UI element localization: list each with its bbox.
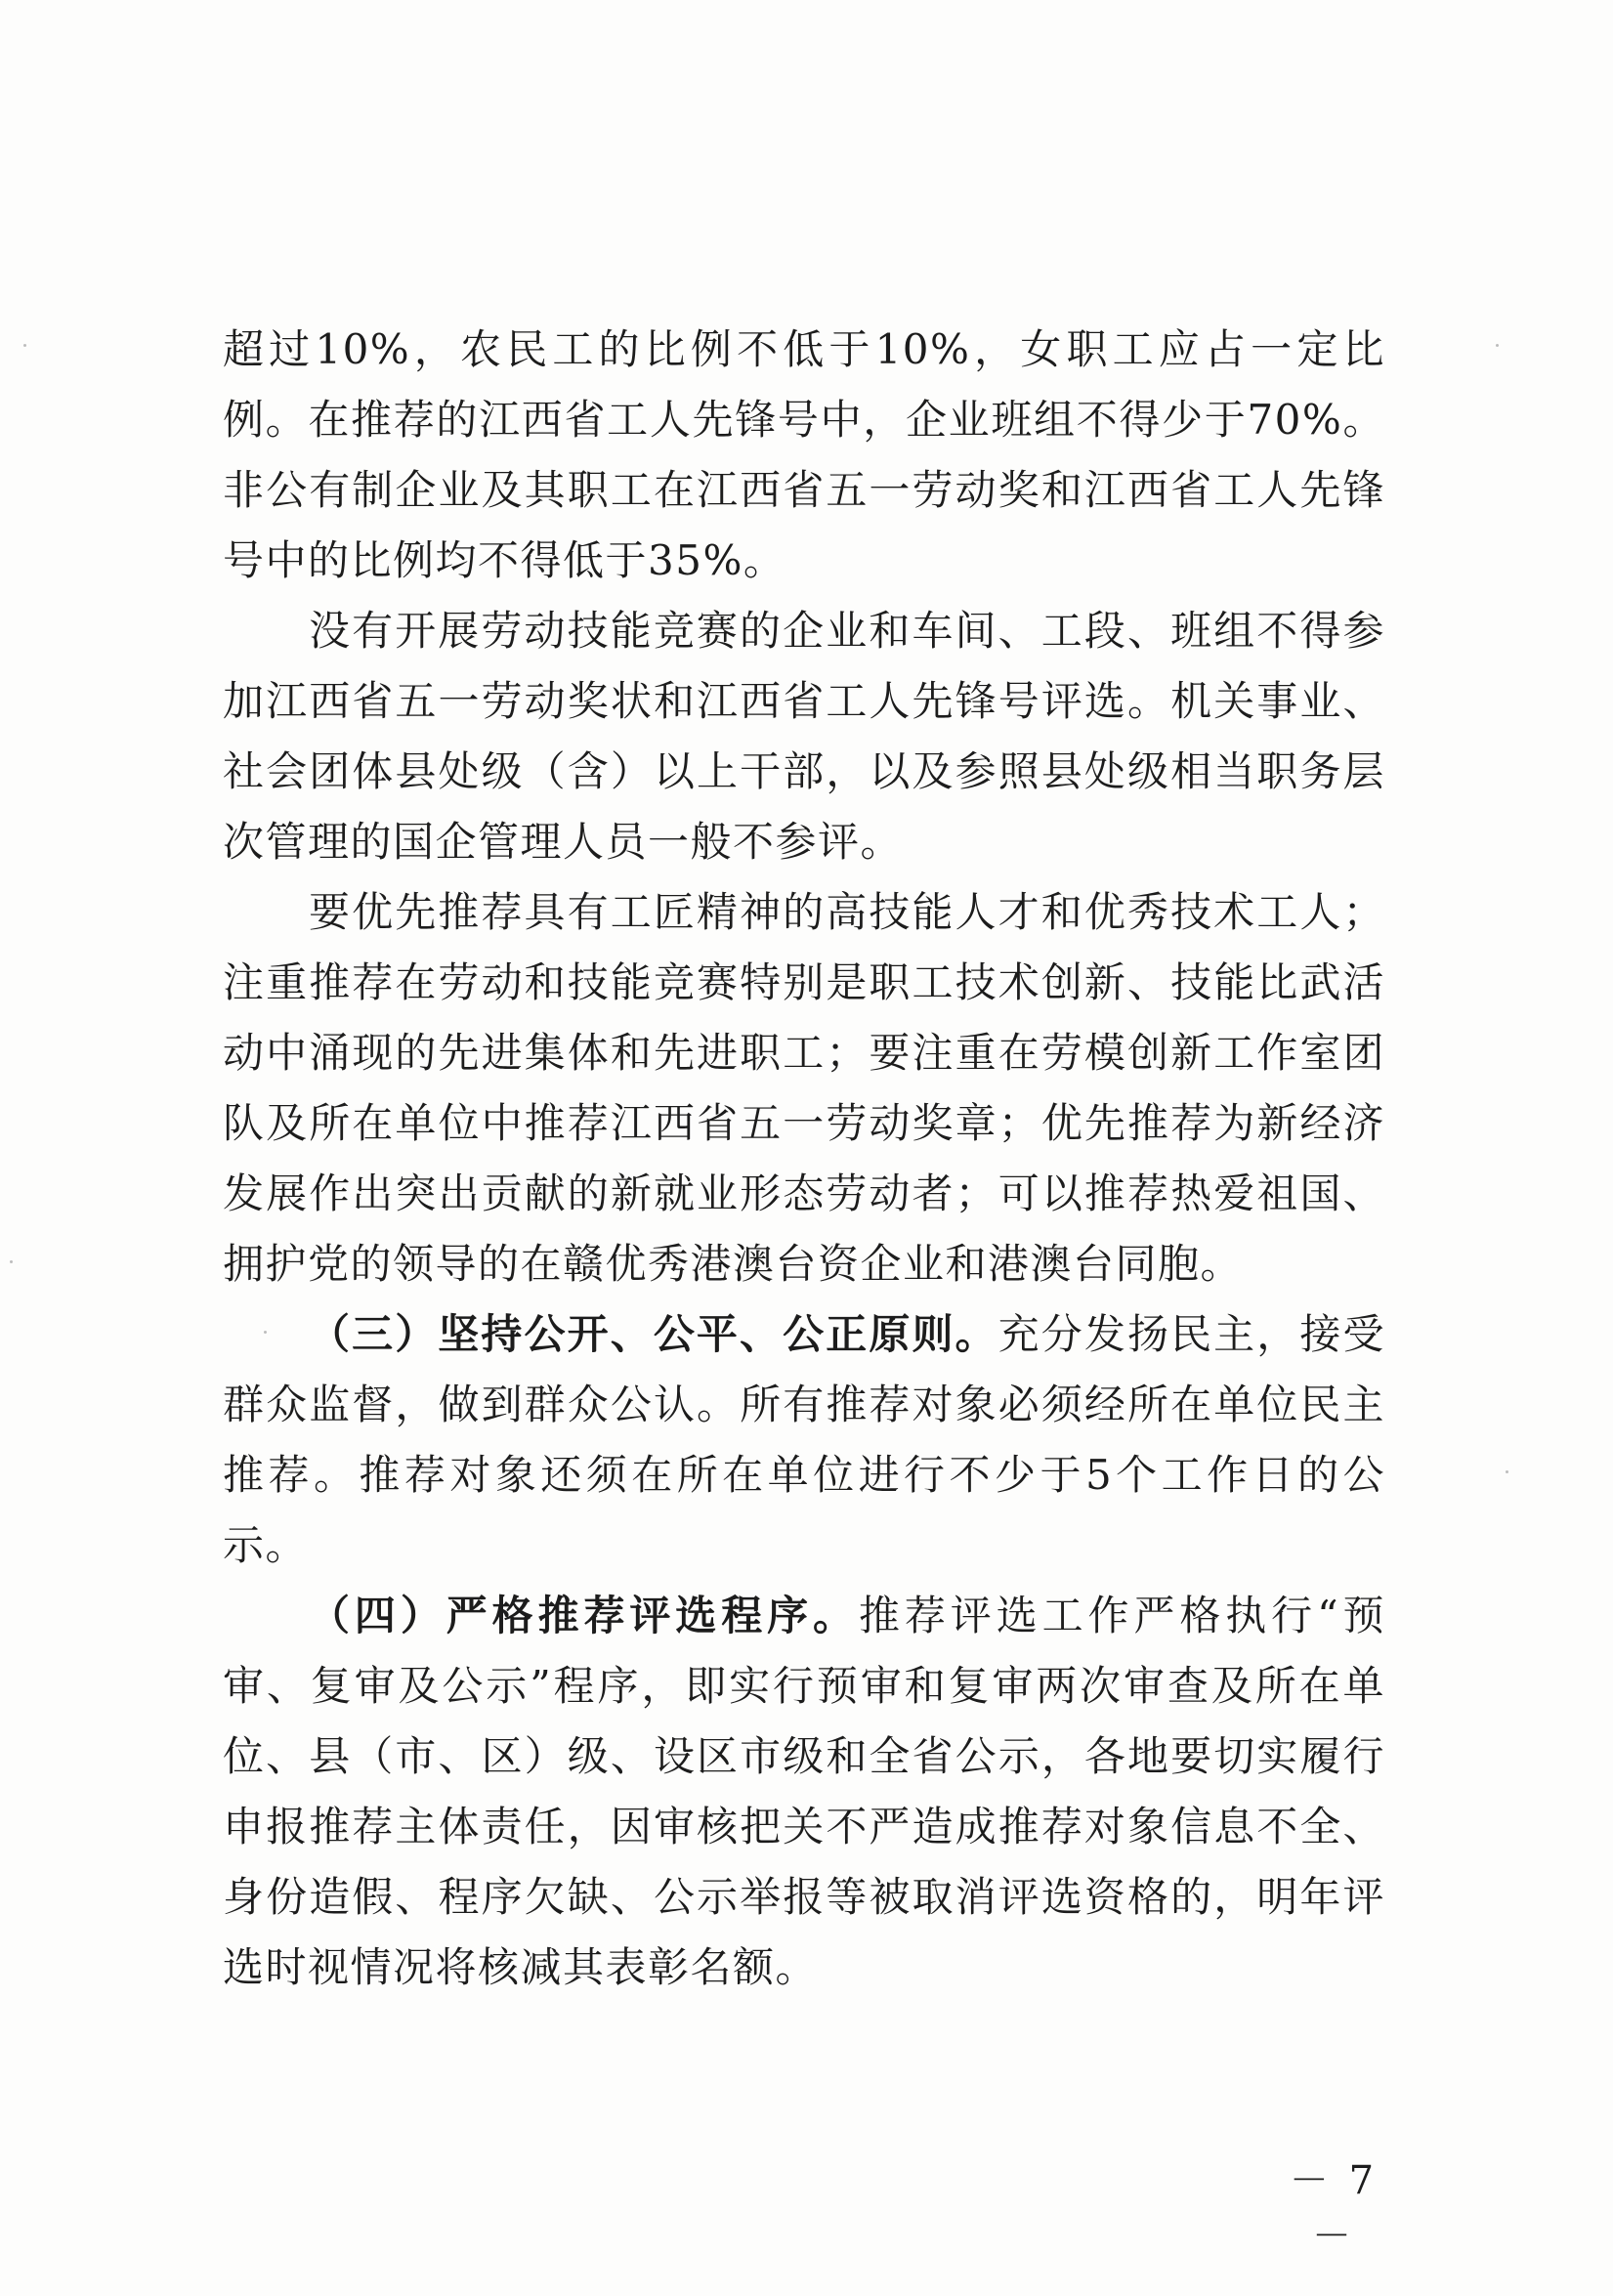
paragraph-5-text: 推荐评选工作严格执行“预审、复审及公示”程序，即实行预审和复审两次审查及所在单位、县（市、区）级、设区市级和全省公示，各地要切实履行申报推荐主体责任，因审核把关不严造成推荐对象信息不全、身份造假、程序欠缺、公示举报等被取消评选资格的，明年评选时视情况将核减其表彰名额。: [223, 1592, 1385, 1991]
paragraph-3: [223, 877, 1385, 1299]
paragraph-2: [223, 596, 1385, 877]
paragraph-2-text: 没有开展劳动技能竞赛的企业和车间、工段、班组不得参加江西省五一劳动奖状和江西省工人先锋号评选。机关事业、社会团体县处级（含）以上干部，以及参照县处级相当职务层次管理的国企管理人员一般不参评。: [223, 607, 1385, 866]
scan-speck: [1506, 1470, 1508, 1473]
section-heading-4: （四）严格推荐评选程序。: [309, 1592, 859, 1639]
paragraph-1-text: 超过10%，农民工的比例不低于10%，女职工应占一定比例。在推荐的江西省工人先锋号中，企业班组不得少于70%。非公有制企业及其职工在江西省五一劳动奖和江西省工人先锋号中的比例均不得低于35%。: [223, 325, 1385, 584]
paragraph-4-text: 充分发扬民主，接受群众监督，做到群众公认。所有推荐对象必须经所在单位民主推荐。推荐对象还须在所在单位进行不少于5个工作日的公示。: [223, 1310, 1385, 1569]
paragraph-5: [223, 1581, 1385, 2003]
paragraph-4: [223, 1299, 1385, 1581]
scan-speck: [10, 1260, 13, 1263]
paragraph-1: [223, 315, 1385, 596]
scan-speck: [23, 344, 26, 347]
section-heading-3: （三）坚持公开、公平、公正原则。: [309, 1310, 998, 1358]
document-body: [223, 315, 1385, 2003]
scan-speck: [1496, 344, 1499, 347]
paragraph-3-text: 要优先推荐具有工匠精神的高技能人才和优秀技术工人；注重推荐在劳动和技能竞赛特别是职工技术创新、技能比武活动中涌现的先进集体和先进职工；要注重在劳模创新工作室团队及所在单位中推荐江西省五一劳动奖章；优先推荐为新经济发展作出突出贡献的新就业形态劳动者；可以推荐热爱祖国、拥护党的领导的在赣优秀港澳台资企业和港澳台同胞。: [223, 888, 1385, 1288]
page-number: － 7 －: [1289, 2158, 1379, 2259]
